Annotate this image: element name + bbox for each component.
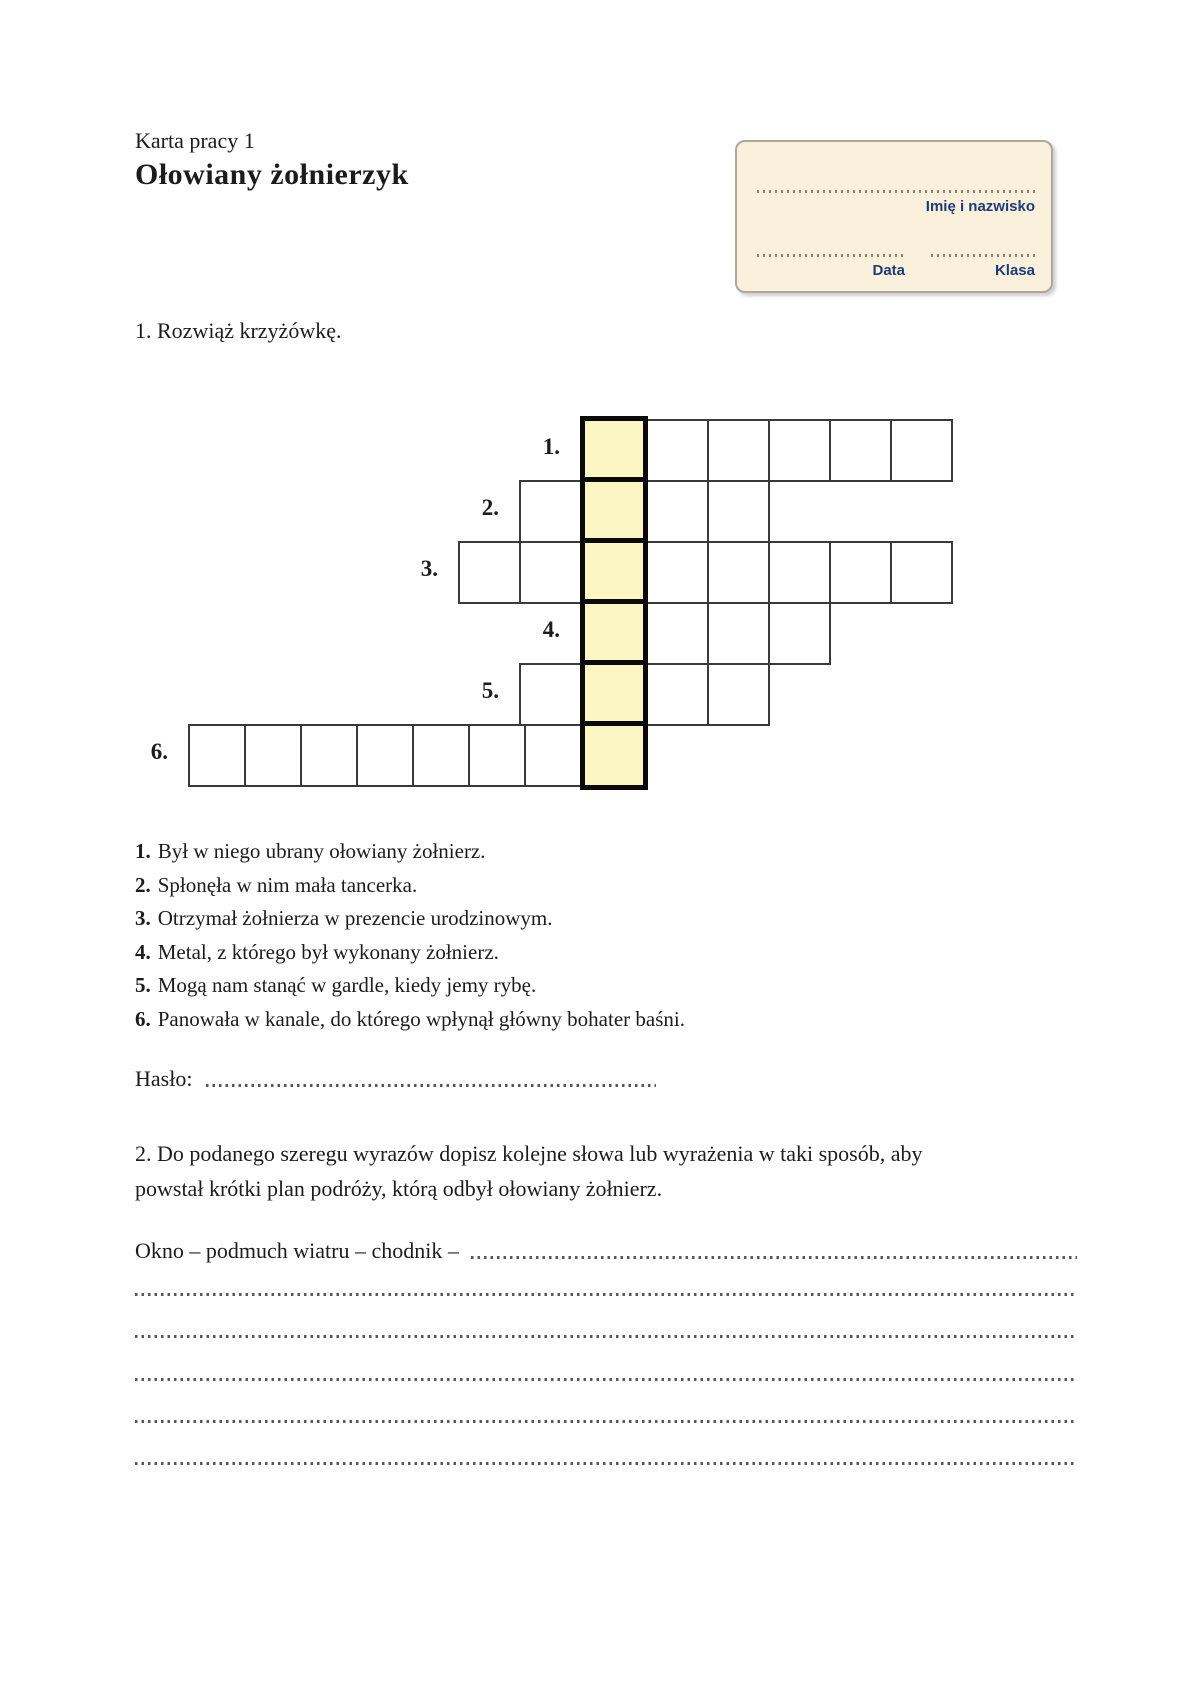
clue-number: 3. [135, 906, 151, 930]
answer-sequence-row [135, 1238, 1077, 1264]
clue-item [135, 902, 685, 936]
clue-text: Spłonęła w nim mała tancerka. [157, 872, 418, 897]
crossword-cell [890, 419, 953, 482]
clue-text: Mogą nam stanąć w gardle, kiedy jemy rybę. [157, 973, 537, 997]
crossword-cell [412, 724, 470, 787]
clue-list [135, 835, 685, 1036]
crossword-cell [300, 724, 358, 787]
writing-dotted-line [135, 1378, 1077, 1381]
clue-item [135, 1003, 685, 1037]
crossword-cell [646, 663, 709, 726]
haslo-dotted-line [206, 1084, 656, 1087]
crossword-highlight-cell [580, 721, 648, 790]
crossword-cell [519, 541, 582, 604]
crossword-row [519, 480, 770, 546]
clue-item [135, 936, 685, 970]
clue-number: 4. [135, 939, 151, 964]
crossword-cell [890, 541, 953, 604]
crossword-cell [707, 541, 770, 604]
crossword-cell [646, 480, 709, 543]
clue-text: Był w niego ubrany ołowiany żołnierz. [157, 839, 486, 863]
writing-dotted-line [135, 1335, 1077, 1338]
crossword-cell [519, 663, 582, 726]
crossword-row [519, 663, 770, 729]
crossword-row-number: 5. [481, 678, 499, 703]
writing-dotted-line [135, 1420, 1077, 1423]
answer-sequence-prefix: Okno – podmuch wiatru – chodnik – [135, 1238, 459, 1263]
clue-text: Panowała w kanale, do którego wpłynął główny bohater baśni. [157, 1006, 685, 1031]
crossword-row-number: 6. [150, 739, 168, 764]
crossword-row-number: 3. [420, 556, 438, 581]
task2-line1: 2. Do podanego szeregu wyrazów dopisz kolejne słowa lub wyrażenia w taki sposób, aby [135, 1141, 923, 1166]
crossword-row [580, 602, 831, 668]
task2-instruction [135, 1136, 1095, 1206]
crossword-cell [188, 724, 246, 787]
task1-instruction: 1. Rozwiąż krzyżówkę. [135, 318, 342, 343]
crossword-highlight-cell [580, 660, 648, 729]
crossword-row-number: 2. [481, 495, 499, 520]
crossword-cell [356, 724, 414, 787]
crossword-cell [829, 541, 892, 604]
clue-number: 1. [135, 839, 151, 863]
crossword-cell [707, 480, 770, 543]
crossword-row [188, 724, 648, 790]
clue-item [135, 969, 685, 1003]
crossword-cell [646, 541, 709, 604]
crossword-cell [468, 724, 526, 787]
worksheet-kicker: Karta pracy 1 [135, 128, 255, 153]
class-label: Klasa [994, 262, 1035, 279]
crossword-row [458, 541, 953, 607]
clue-number: 6. [135, 1006, 151, 1031]
crossword-highlight-cell [580, 477, 648, 546]
crossword-cell [519, 480, 582, 543]
clue-number: 5. [135, 973, 151, 997]
name-label: Imię i nazwisko [925, 198, 1035, 215]
crossword-cell [707, 419, 770, 482]
writing-dotted-line [135, 1293, 1077, 1296]
crossword-highlight-cell [580, 599, 648, 668]
crossword-cell [524, 724, 582, 787]
clue-text: Otrzymał żołnierza w prezencie urodzinowym. [157, 906, 553, 930]
crossword-cell [768, 419, 831, 482]
clue-item [135, 869, 685, 903]
crossword-cell [768, 602, 831, 665]
date-label: Data [872, 262, 905, 279]
crossword-highlight-cell [580, 538, 648, 607]
crossword-highlight-cell [580, 416, 648, 485]
crossword-cell [707, 663, 770, 726]
haslo-row [135, 1066, 695, 1092]
crossword-row-number: 4. [542, 617, 560, 642]
haslo-label: Hasło: [135, 1066, 193, 1091]
crossword-cell [707, 602, 770, 665]
crossword-cell [646, 419, 709, 482]
clue-number: 2. [135, 872, 151, 897]
crossword-cell [768, 541, 831, 604]
crossword-row [580, 419, 953, 485]
clue-text: Metal, z którego był wykonany żołnierz. [157, 939, 499, 964]
crossword-row-number: 1. [542, 434, 560, 459]
task2-line2: powstał krótki plan podróży, którą odbył ołowiany żołnierz. [135, 1176, 663, 1201]
clue-item [135, 835, 685, 869]
crossword-cell [458, 541, 521, 604]
crossword-cell [646, 602, 709, 665]
answer-dotted-line [471, 1256, 1077, 1259]
writing-dotted-line [135, 1462, 1077, 1465]
crossword-cell [244, 724, 302, 787]
crossword-cell [829, 419, 892, 482]
page-title: Ołowiany żołnierzyk [135, 158, 409, 191]
